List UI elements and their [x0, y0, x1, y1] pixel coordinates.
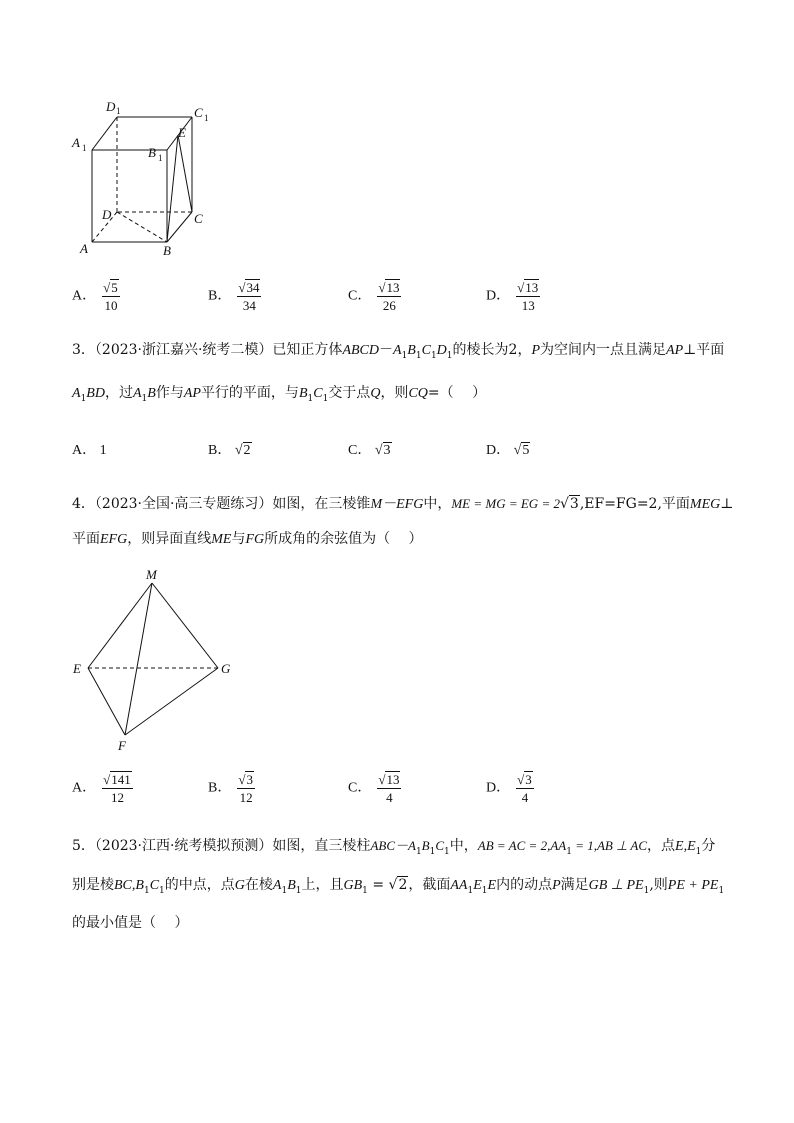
label-B: B — [163, 243, 171, 258]
q5-line3: 的最小值是（ ） — [72, 915, 189, 931]
label-C1-sub: 1 — [204, 113, 209, 123]
q2-option-b[interactable] — [208, 280, 261, 313]
edge-EF — [88, 668, 125, 735]
q3-option-d[interactable]: D． √5 — [486, 443, 530, 458]
label-A1: A — [72, 135, 80, 150]
q3-option-c[interactable]: C． √3 — [348, 443, 391, 458]
q4-option-c[interactable]: C． $\frac{√13}{4}$ — [348, 772, 400, 805]
label-A: A — [80, 241, 88, 256]
edge-FG — [125, 668, 218, 735]
label-M: M — [146, 567, 157, 582]
label-C: C — [194, 211, 203, 226]
q3-option-a[interactable]: A． 1 — [72, 443, 107, 458]
edge-D1A1 — [92, 117, 117, 150]
q4-option-a[interactable]: A． $\frac{√141}{12}$ — [72, 772, 131, 805]
edge-ME — [88, 583, 152, 668]
q4-option-d[interactable]: D． $\frac{√3}{4}$ — [486, 772, 532, 805]
q3-line1: 3．（2023·浙江嘉兴·统考二模）已知正方体$ABCD-A_1B_1C_1D_1$的棱长为2，P为空间内一点且满足AP⊥平面 — [72, 342, 725, 361]
fraction: $\frac{√34}{34}$ — [238, 280, 260, 313]
tetrahedron-figure — [70, 565, 245, 755]
q4-option-b[interactable]: B． $\frac{√3}{12}$ — [208, 772, 253, 805]
edge-MG — [152, 583, 218, 668]
q4-line1: 4．（2023·全国·高三专题练习）如图，在三棱锥M－EFG中，ME = MG = EG = 2√3,EF=FG=2,平面MEG⊥ — [72, 496, 734, 512]
q5-line1: 5．（2023·江西·统考模拟预测）如图，直三棱柱$ABC-A_1B_1C_1$中，AB = AC = $2,AA_1 = 1,AB$ ⊥ AC，点$E,E_1$分 — [72, 838, 716, 857]
label-F: F — [118, 738, 126, 753]
label-C1: C — [194, 105, 203, 120]
label-E: E — [73, 661, 81, 676]
label-A1-sub: 1 — [82, 143, 87, 153]
cube-figure — [70, 95, 220, 265]
segment-EC — [178, 135, 192, 212]
segment-EB — [167, 135, 178, 242]
option-letter: D． — [486, 288, 511, 304]
label-D: D — [102, 207, 112, 222]
q5-line2: 别是棱$BC,B_1C_1$的中点，点G在棱$A_1B_1$上，且$GB_1 = √2$，截面$AA_1E_1E$内的动点P满足GB ⊥ $PE_1$,则PE + $PE_1$ — [72, 877, 725, 896]
label-B1: B — [148, 145, 156, 160]
fraction: $\frac{√13}{13}$ — [517, 280, 539, 313]
fraction: $\frac{√5}{10}$ — [103, 280, 118, 313]
q2-option-d[interactable] — [486, 280, 540, 313]
q2-option-c[interactable] — [348, 280, 401, 313]
edge-MF — [125, 583, 152, 735]
option-letter: C． — [348, 288, 372, 304]
q4-line2: 平面EFG，则异面直线ME与FG所成角的余弦值为（ ） — [72, 531, 423, 547]
q3-line2: $A_1BD$，过$A_1B$作与AP平行的平面，与$B_1C_1$交于点Q，则CQ=（ ） — [72, 385, 487, 404]
label-E: E — [178, 125, 186, 140]
label-G: G — [221, 661, 231, 676]
edge-DB — [117, 212, 167, 242]
q3-option-b[interactable]: B． √2 — [208, 443, 251, 458]
fraction: $\frac{√13}{26}$ — [378, 280, 400, 313]
option-letter: A． — [72, 288, 97, 304]
edge-BC — [167, 212, 192, 242]
option-letter: B． — [208, 288, 232, 304]
label-D1-sub: 1 — [116, 106, 121, 116]
label-D1: D — [106, 99, 116, 114]
label-B1-sub: 1 — [158, 153, 163, 163]
q2-option-a[interactable] — [72, 280, 120, 313]
